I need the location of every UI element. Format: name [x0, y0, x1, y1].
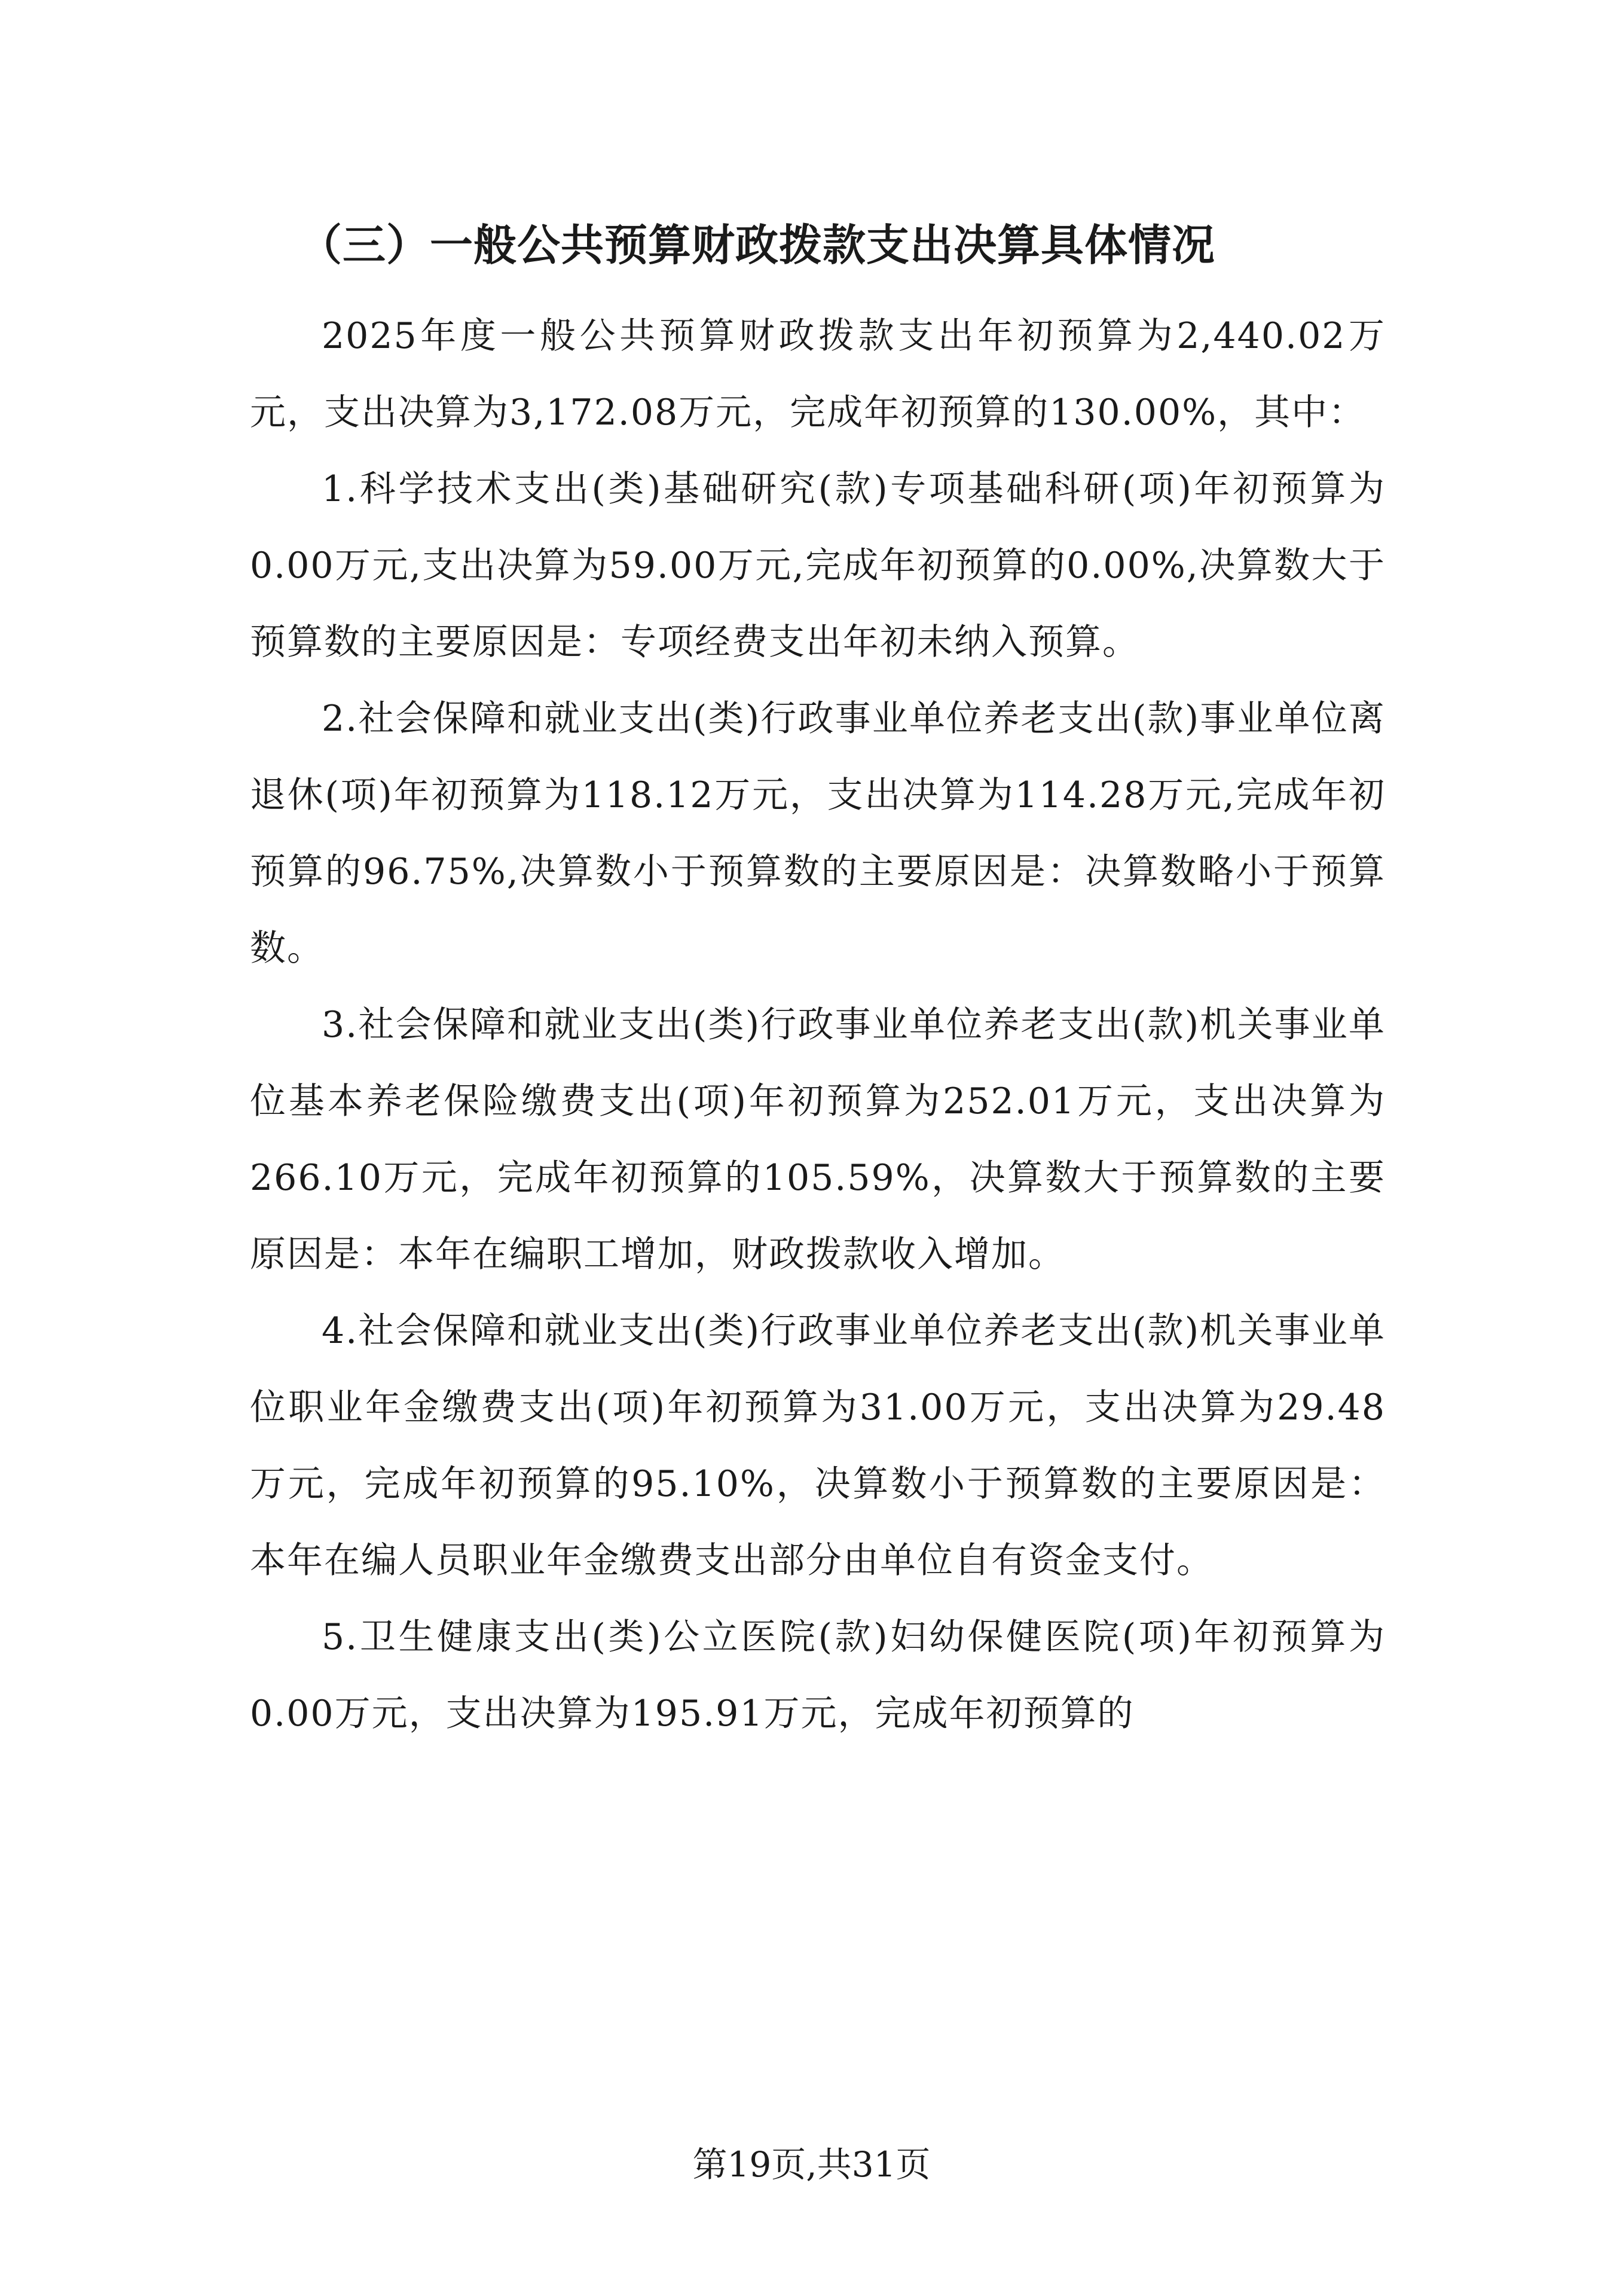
section-heading: （三）一般公共预算财政拨款支出决算具体情况: [299, 220, 1216, 270]
paragraph-item-5: 5.卫生健康支出(类)公立医院(款)妇幼保健医院(项)年初预算为0.00万元，支出决算为195.91万元，完成年初预算的: [250, 1616, 1386, 1735]
body-text: [250, 298, 1386, 1752]
paragraph-item-2: 2.社会保障和就业支出(类)行政事业单位养老支出(款)事业单位离退休(项)年初预算为118.12万元，支出决算为114.28万元,完成年初预算的96.75%,决算数小于预算数的主要原因是：决算数略小于预算数。: [250, 698, 1386, 969]
paragraph-item-3: 3.社会保障和就业支出(类)行政事业单位养老支出(款)机关事业单位基本养老保险缴费支出(项)年初预算为252.01万元，支出决算为266.10万元，完成年初预算的105.59%，决算数大于预算数的主要原因是：本年在编职工增加，财政拨款收入增加。: [250, 1004, 1386, 1275]
paragraph-item-1: 1.科学技术支出(类)基础研究(款)专项基础科研(项)年初预算为0.00万元,支出决算为59.00万元,完成年初预算的0.00%,决算数大于预算数的主要原因是：专项经费支出年初未纳入预算。: [250, 468, 1386, 663]
paragraph-item-4: 4.社会保障和就业支出(类)行政事业单位养老支出(款)机关事业单位职业年金缴费支出(项)年初预算为31.00万元，支出决算为29.48万元，完成年初预算的95.10%，决算数小于预算数的主要原因是：本年在编人员职业年金缴费支出部分由单位自有资金支付。: [250, 1310, 1386, 1581]
paragraph-summary: 2025年度一般公共预算财政拨款支出年初预算为2,440.02万元，支出决算为3,172.08万元，完成年初预算的130.00%，其中：: [250, 315, 1386, 433]
page-number-footer: 第19页,共31页: [692, 2144, 931, 2185]
